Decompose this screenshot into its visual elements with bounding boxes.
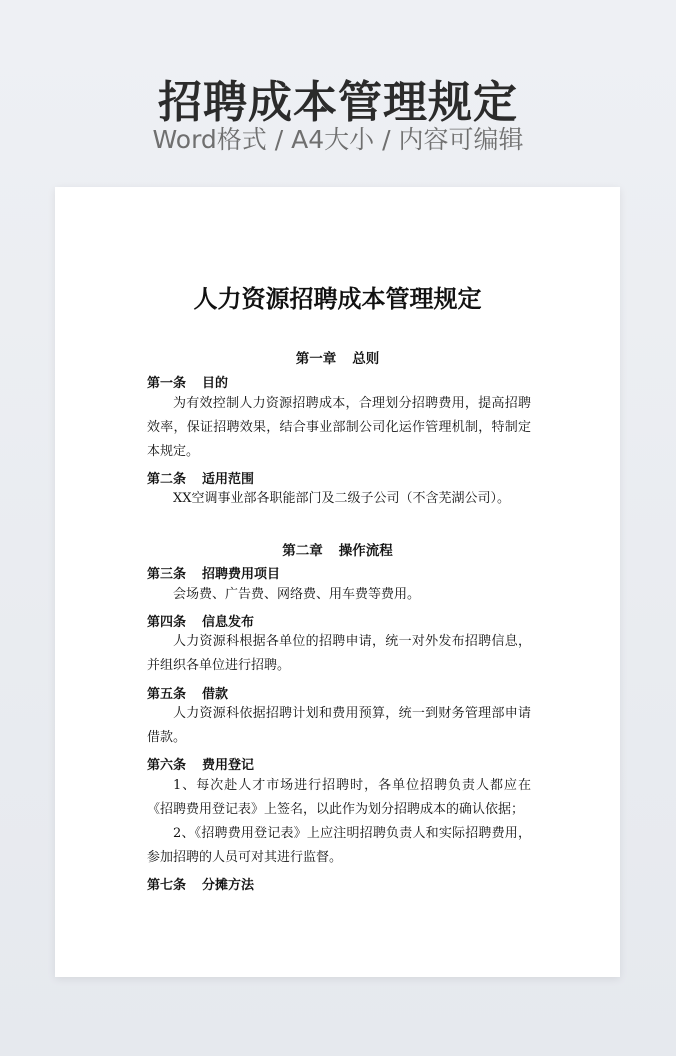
document-page	[55, 187, 620, 977]
article-2-heading	[147, 468, 254, 487]
banner-subtitle: Word格式 / A4大小 / 内容可编辑	[152, 125, 524, 154]
article-6-item-2: 2、《招聘费用登记表》上应注明招聘负责人和实际招聘费用，参加招聘的人员可对其进行监督。	[147, 826, 531, 865]
article-5-heading	[147, 683, 228, 702]
article-2-text: XX空调事业部各职能部门及二级子公司（不含芜湖公司）。	[173, 491, 511, 506]
article-1-heading	[147, 372, 228, 391]
article-5-text: 人力资源科依据招聘计划和费用预算，统一到财务管理部申请借款。	[147, 706, 531, 745]
article-5-label: 第五条	[147, 687, 187, 702]
article-6-label: 第六条	[147, 758, 187, 773]
article-1-label: 第一条	[147, 376, 187, 391]
article-7-heading	[147, 874, 254, 893]
article-3-label: 第三条	[147, 567, 187, 582]
article-3-name: 招聘费用项目	[202, 567, 281, 582]
article-7-label: 第七条	[147, 878, 187, 893]
article-4-name: 信息发布	[202, 615, 255, 630]
article-7-name: 分摊方法	[202, 878, 255, 893]
article-3-heading	[147, 563, 280, 582]
article-4-text: 人力资源科根据各单位的招聘申请，统一对外发布招聘信息，并组织各单位进行招聘。	[147, 634, 531, 673]
article-2-label: 第二条	[147, 472, 187, 487]
chapter-2-name: 操作流程	[338, 543, 393, 559]
article-3-text: 会场费、广告费、网络费、用车费等费用。	[173, 587, 421, 602]
article-6-heading	[147, 754, 254, 773]
chapter-1-heading	[55, 347, 620, 367]
article-1-name: 目的	[202, 376, 229, 391]
document-title: 人力资源招聘成本管理规定	[193, 284, 482, 313]
chapter-1-label: 第一章	[295, 351, 337, 367]
chapter-2-label: 第二章	[282, 543, 323, 559]
chapter-1-name: 总则	[352, 351, 380, 367]
article-1-text: 为有效控制人力资源招聘成本，合理划分招聘费用，提高招聘效率，保证招聘效果，结合事业部制公司化运作管理机制，特制定本规定。	[147, 396, 531, 459]
article-4-heading	[147, 611, 254, 630]
article-5-name: 借款	[202, 687, 229, 702]
article-6-item-1: 1、每次赴人才市场进行招聘时，各单位招聘负责人都应在《招聘费用登记表》上签名，以此作为划分招聘成本的确认依据；	[147, 778, 531, 817]
article-6-name: 费用登记	[202, 758, 255, 773]
banner-title: 招聘成本管理规定	[158, 77, 518, 128]
article-2-name: 适用范围	[202, 472, 255, 487]
article-4-label: 第四条	[147, 615, 187, 630]
chapter-2-heading	[55, 539, 620, 559]
